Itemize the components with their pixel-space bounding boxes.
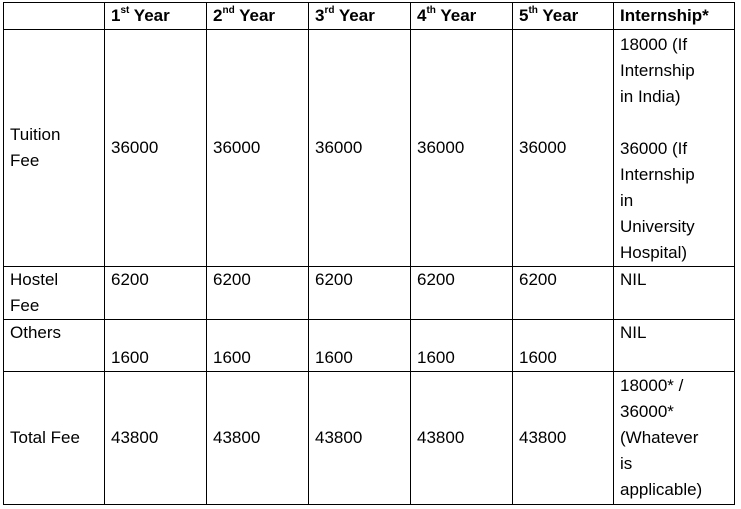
hostel-internship: NIL	[614, 267, 735, 320]
others-year-3: 1600	[309, 320, 411, 372]
header-year-5: 5th Year	[513, 3, 614, 30]
tuition-year-3: 36000	[309, 30, 411, 267]
fee-table	[3, 2, 735, 505]
others-year-2: 1600	[207, 320, 309, 372]
others-internship: NIL	[614, 320, 735, 372]
tuition-year-2: 36000	[207, 30, 309, 267]
header-row	[4, 3, 735, 30]
tuition-label: Tuition Fee	[4, 30, 105, 267]
hostel-year-3: 6200	[309, 267, 411, 320]
header-year-1: 1st Year	[105, 3, 207, 30]
hostel-year-5: 6200	[513, 267, 614, 320]
others-year-1: 1600	[105, 320, 207, 372]
total-label: Total Fee	[4, 372, 105, 505]
total-year-1: 43800	[105, 372, 207, 505]
hostel-label: Hostel Fee	[4, 267, 105, 320]
total-year-3: 43800	[309, 372, 411, 505]
total-year-4: 43800	[411, 372, 513, 505]
tuition-year-5: 36000	[513, 30, 614, 267]
total-year-2: 43800	[207, 372, 309, 505]
others-year-4: 1600	[411, 320, 513, 372]
tuition-row	[4, 30, 735, 267]
hostel-year-1: 6200	[105, 267, 207, 320]
hostel-row	[4, 267, 735, 320]
others-year-5: 1600	[513, 320, 614, 372]
header-year-2: 2nd Year	[207, 3, 309, 30]
others-row	[4, 320, 735, 372]
others-label: Others	[4, 320, 105, 372]
header-blank-cell	[4, 3, 105, 30]
total-row	[4, 372, 735, 505]
tuition-internship: 18000 (If Internship in India) 36000 (If Internship in University Hospital)	[614, 30, 735, 267]
total-year-5: 43800	[513, 372, 614, 505]
hostel-year-4: 6200	[411, 267, 513, 320]
header-year-4: 4th Year	[411, 3, 513, 30]
header-year-3: 3rd Year	[309, 3, 411, 30]
hostel-year-2: 6200	[207, 267, 309, 320]
total-internship: 18000* / 36000* (Whatever is applicable)	[614, 372, 735, 505]
header-internship: Internship*	[614, 3, 735, 30]
tuition-year-4: 36000	[411, 30, 513, 267]
tuition-year-1: 36000	[105, 30, 207, 267]
